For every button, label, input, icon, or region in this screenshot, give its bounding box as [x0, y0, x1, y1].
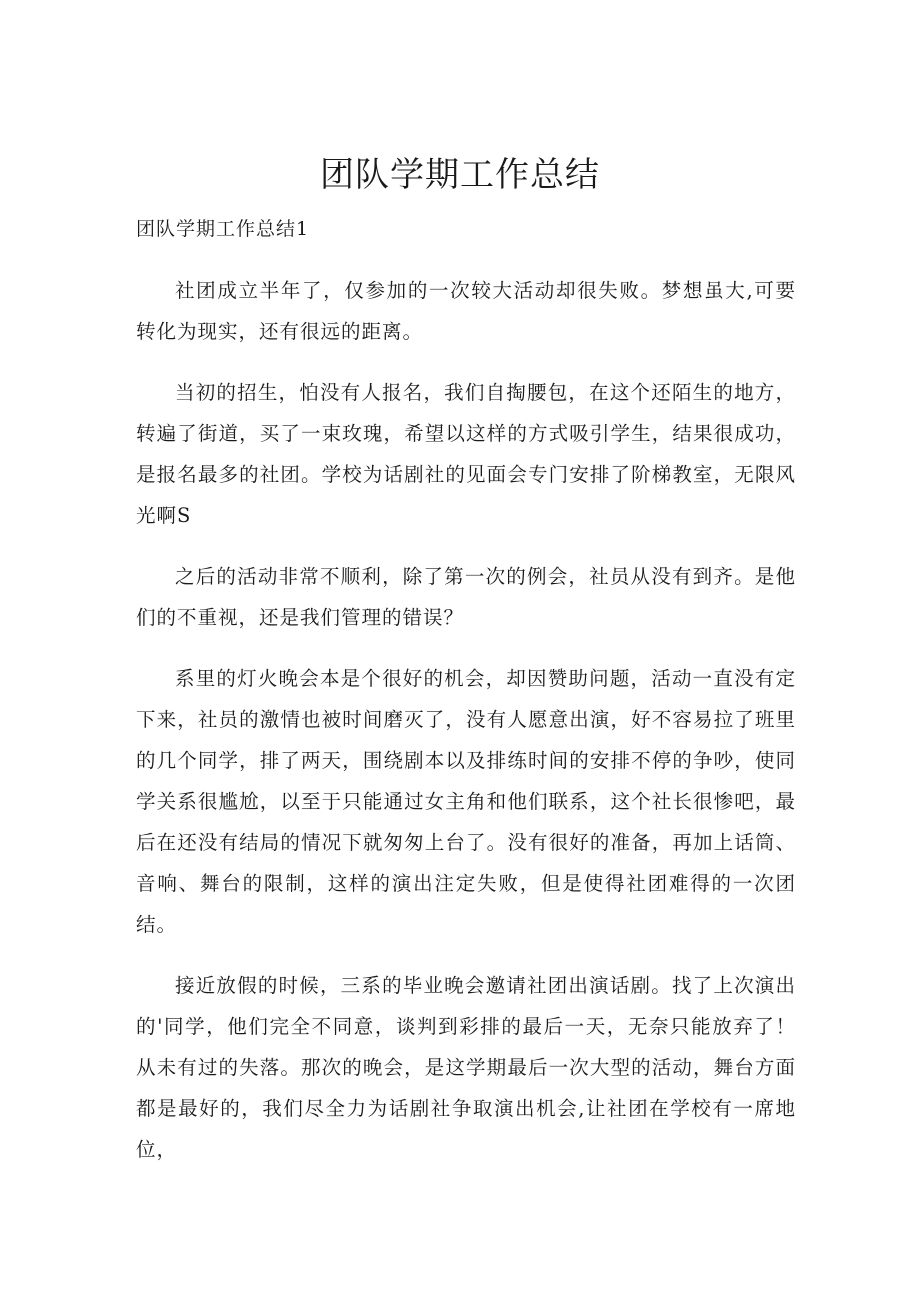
paragraph: 当初的招生，怕没有人报名，我们自掏腰包，在这个还陌生的地方，转遍了街道，买了一束玫瑰，希望以这样的方式吸引学生，结果很成功，是报名最多的社团。学校为话剧社的见面会专门安排了阶梯教室，无限风光啊S — [136, 381, 796, 527]
document-title: 团队学期工作总结 — [320, 155, 600, 195]
paragraph: 之后的活动非常不顺利，除了第一次的例会，社员从没有到齐。是他们的不重视，还是我们管理的错误？ — [136, 565, 796, 629]
paragraph: 接近放假的时候，三系的毕业晚会邀请社团出演话剧。找了上次演出的'同学，他们完全不同意，谈判到彩排的最后一天，无奈只能放弃了！从未有过的失落。那次的晚会，是这学期最后一次大型的活动，舞台方面都是最好的，我们尽全力为话剧社争取演出机会,让社团在学校有一席地位， — [136, 974, 796, 1161]
section-heading: 团队学期工作总结1 — [136, 218, 310, 240]
paragraph: 社团成立半年了，仅参加的一次较大活动却很失败。梦想虽大,可要转化为现实，还有很远的距离。 — [136, 279, 796, 343]
document-body — [136, 270, 796, 1190]
paragraph: 系里的灯火晚会本是个很好的机会，却因赞助问题，活动一直没有定下来，社员的激情也被时间磨灭了，没有人愿意出演，好不容易拉了班里的几个同学，排了两天，围绕剧本以及排练时间的安排不停的争吵，使同学关系很尴尬，以至于只能通过女主角和他们联系，这个社长很惨吧，最后在还没有结局的情况下就匆匆上台了。没有很好的准备，再加上话筒、音响、舞台的限制，这样的演出注定失败，但是使得社团难得的一次团结。 — [136, 667, 796, 936]
